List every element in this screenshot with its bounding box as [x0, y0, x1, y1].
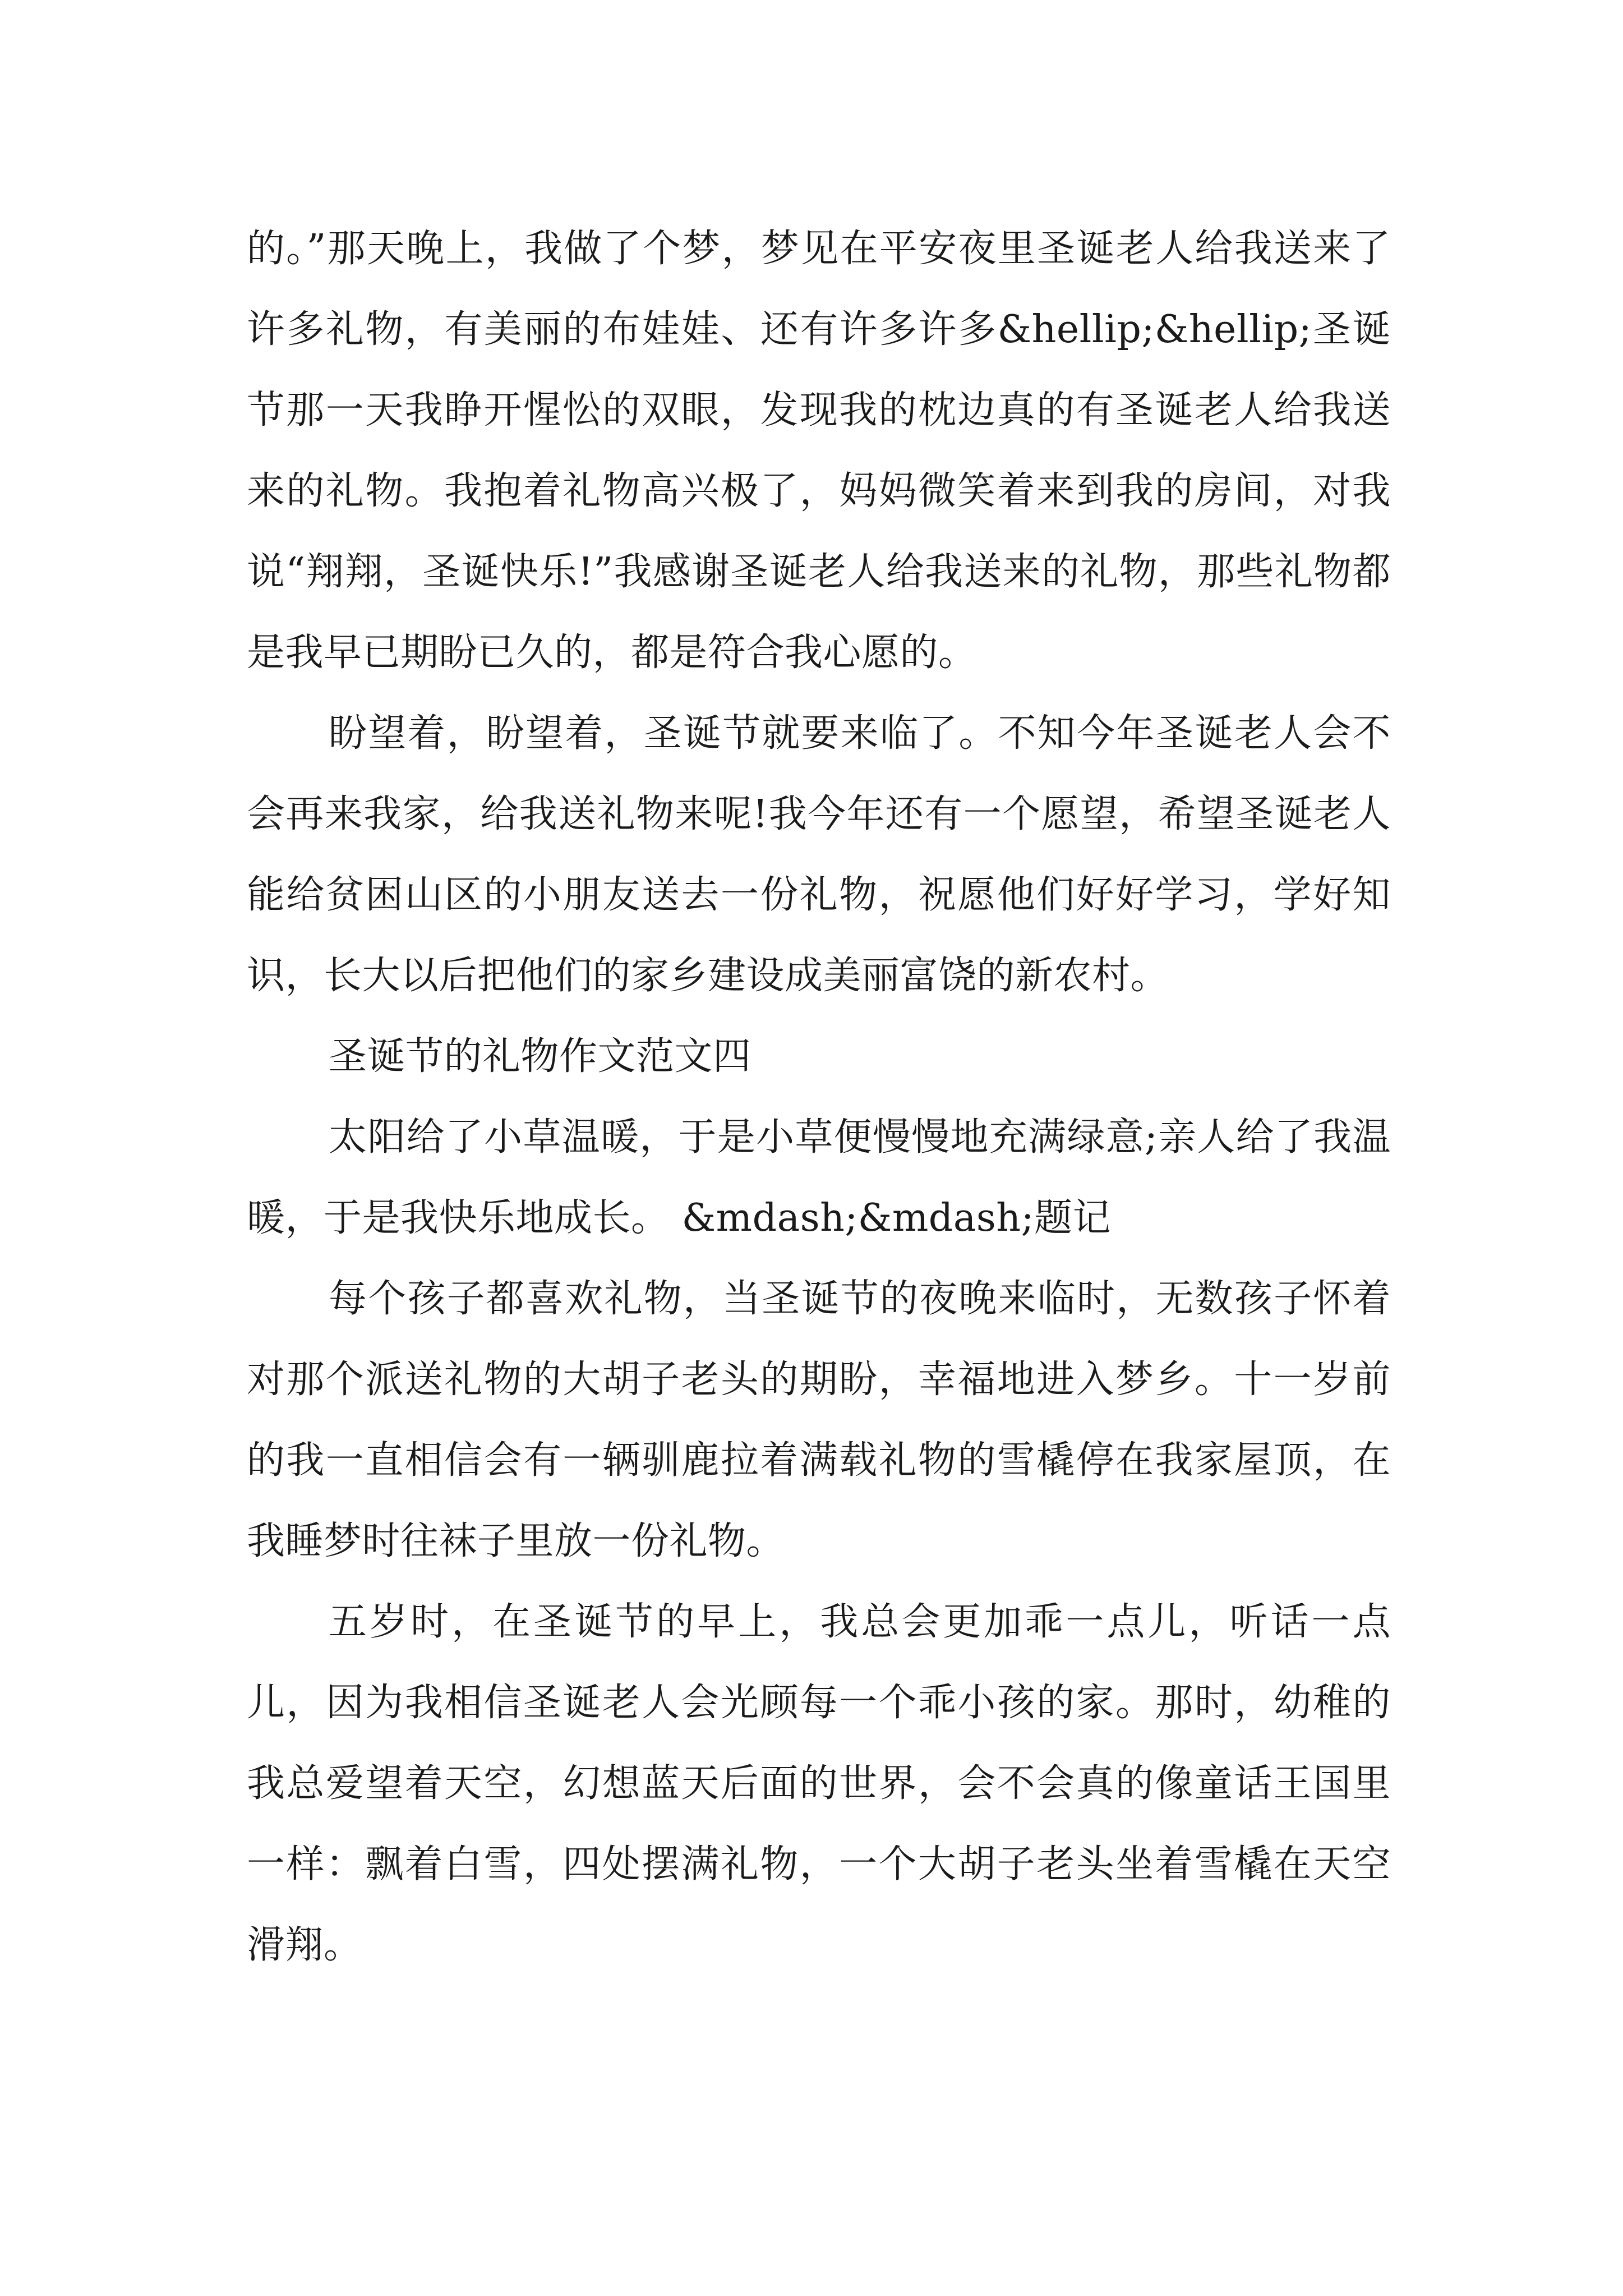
section-heading: 圣诞节的礼物作文范文四	[329, 1034, 751, 1079]
paragraph-epigraph: 太阳给了小草温暖，于是小草便慢慢地充满绿意;亲人给了我温暖，于是我快乐地成长。 &mdash;&mdash;题记	[247, 1115, 1391, 1240]
paragraph-age-five: 五岁时，在圣诞节的早上，我总会更加乖一点儿，听话一点儿，因为我相信圣诞老人会光顾每一个乖小孩的家。那时，幼稚的我总爱望着天空，幻想蓝天后面的世界，会不会真的像童话王国里一样：飘着白雪，四处摆满礼物，一个大胡子老头坐着雪橇在天空滑翔。	[247, 1600, 1391, 1967]
document-body	[247, 209, 1391, 1986]
paragraph-christmas-wish: 盼望着，盼望着，圣诞节就要来临了。不知今年圣诞老人会不会再来我家，给我送礼物来呢!我今年还有一个愿望，希望圣诞老人能给贫困山区的小朋友送去一份礼物，祝愿他们好好学习，学好知识，长大以后把他们的家乡建设成美丽富饶的新农村。	[247, 711, 1391, 998]
paragraph-children-gifts: 每个孩子都喜欢礼物，当圣诞节的夜晚来临时，无数孩子怀着对那个派送礼物的大胡子老头的期盼，幸福地进入梦乡。十一岁前的我一直相信会有一辆驯鹿拉着满载礼物的雪橇停在我家屋顶，在我睡梦时往袜子里放一份礼物。	[247, 1277, 1391, 1563]
paragraph-continuation: 的。”那天晚上，我做了个梦，梦见在平安夜里圣诞老人给我送来了许多礼物，有美丽的布娃娃、还有许多许多&hellip;&hellip;圣诞节那一天我睁开惺忪的双眼，发现我的枕边真的有圣诞老人给我送来的礼物。我抱着礼物高兴极了，妈妈微笑着来到我的房间，对我说“翔翔，圣诞快乐!”我感谢圣诞老人给我送来的礼物，那些礼物都是我早已期盼已久的，都是符合我心愿的。	[247, 227, 1391, 675]
